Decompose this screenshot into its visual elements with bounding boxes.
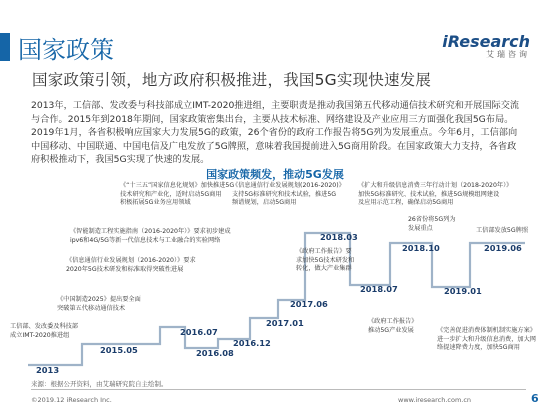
year-label: 2017.06 bbox=[290, 299, 328, 309]
timeline-event: 《政府工作报告》要 求加快5G技术研发和 转化，做大产业集群 bbox=[296, 248, 355, 273]
timeline-event: 工信部发放5G牌照 bbox=[476, 227, 529, 234]
copyright: ©2019.12 iResearch Inc. bbox=[31, 396, 112, 404]
year-label: 2017.01 bbox=[266, 318, 304, 328]
year-label: 2015.05 bbox=[100, 345, 138, 355]
page-subtitle: 国家政策引领，地方政府积极推进，我国5G实现快速发展 bbox=[32, 71, 432, 89]
year-label: 2019.01 bbox=[444, 286, 482, 296]
logo-subtext: 艾瑞咨询 bbox=[486, 50, 530, 59]
timeline-event: 《智能制造工程实施指南（2016-2020年）》要求初步建成 ipv6和4G/5G等新一代信息技术与工业融合的实验网络 bbox=[70, 228, 231, 244]
body-paragraph: 2013年，工信部、发改委与科技部成立IMT-2020推进组，主要职责是推动我国第五代移动通信技术研究和开展国际交流与合作。2015年到2018年期间，国家政策密集出台，主要从技术标准、网络建设及产业应用三方面强化我国5G布局。2019年1月，各省积极响应国家大力发展5G的政策，26个省份的政府工作报告将5G列为发展重点。今年6月，工信部向中国移动、中国联通、中国电信及广电发放了5G牌照，意味着我国提前进入5G商用阶段。在国家政策大力支持，各省政府积极推动下，我国5G实现了快速的发展。 bbox=[31, 100, 520, 166]
year-label: 2013 bbox=[36, 365, 60, 375]
year-label: 2016.07 bbox=[180, 327, 218, 337]
year-label: 2019.06 bbox=[484, 243, 522, 253]
year-label: 2016.12 bbox=[233, 338, 271, 348]
footer-divider bbox=[31, 389, 526, 390]
timeline-event: 26省份将5G列为 发展重点 bbox=[408, 216, 456, 232]
logo-text: iResearch bbox=[442, 32, 530, 51]
timeline-title: 国家政策频发，推动5G发展 bbox=[206, 168, 344, 181]
website-url: www.iresearch.com.cn bbox=[398, 396, 472, 404]
year-label: 2016.08 bbox=[196, 348, 234, 358]
timeline-event: 《信息通信行业发展规划（2016-2020）》要求 2020年5G技术研发和标准取得突破性进展 bbox=[66, 257, 196, 273]
year-label: 2018.10 bbox=[402, 243, 440, 253]
timeline-event: 《完善促进消费体制机制实施方案》 进一步扩大和升级信息消费，加大网 络提速降费力度，加快5G商用 bbox=[437, 327, 536, 352]
page-title: 国家政策 bbox=[18, 36, 114, 64]
timeline-event: 《扩大和升级信息消费三年行动计划（2018-2020年）》 加快5G标准研究、技术试验，推进5G规模组网建设 及应用示范工程，确保启动5G商用 bbox=[358, 182, 513, 207]
timeline-event: 《“十三五”国家信息化规划》加快推进5G 技术研究和产业化，适时启动5G商用 积极拓展5G业务应用领域 bbox=[120, 182, 235, 207]
source-note: 来源：根据公开资料，由艾瑞研究院自主绘制。 bbox=[31, 380, 168, 388]
year-label: 2018.03 bbox=[320, 232, 358, 242]
timeline-event: 工信部、发改委及科技部 成立IMT-2020推进组 bbox=[10, 323, 79, 339]
timeline-event: 《中国制造2025》提出要全面 突破第五代移动通信技术 bbox=[57, 296, 141, 312]
timeline-event: 《信息通信行业发展规划(2016-2020)》 支持5G标准研究和技术试验，推进5G 频谱规划，启动5G商用 bbox=[232, 182, 345, 207]
page-number: 6 bbox=[531, 392, 539, 405]
timeline-event: 《政府工作报告》 推动5G产业发展 bbox=[368, 318, 418, 334]
year-label: 2018.07 bbox=[360, 284, 398, 294]
